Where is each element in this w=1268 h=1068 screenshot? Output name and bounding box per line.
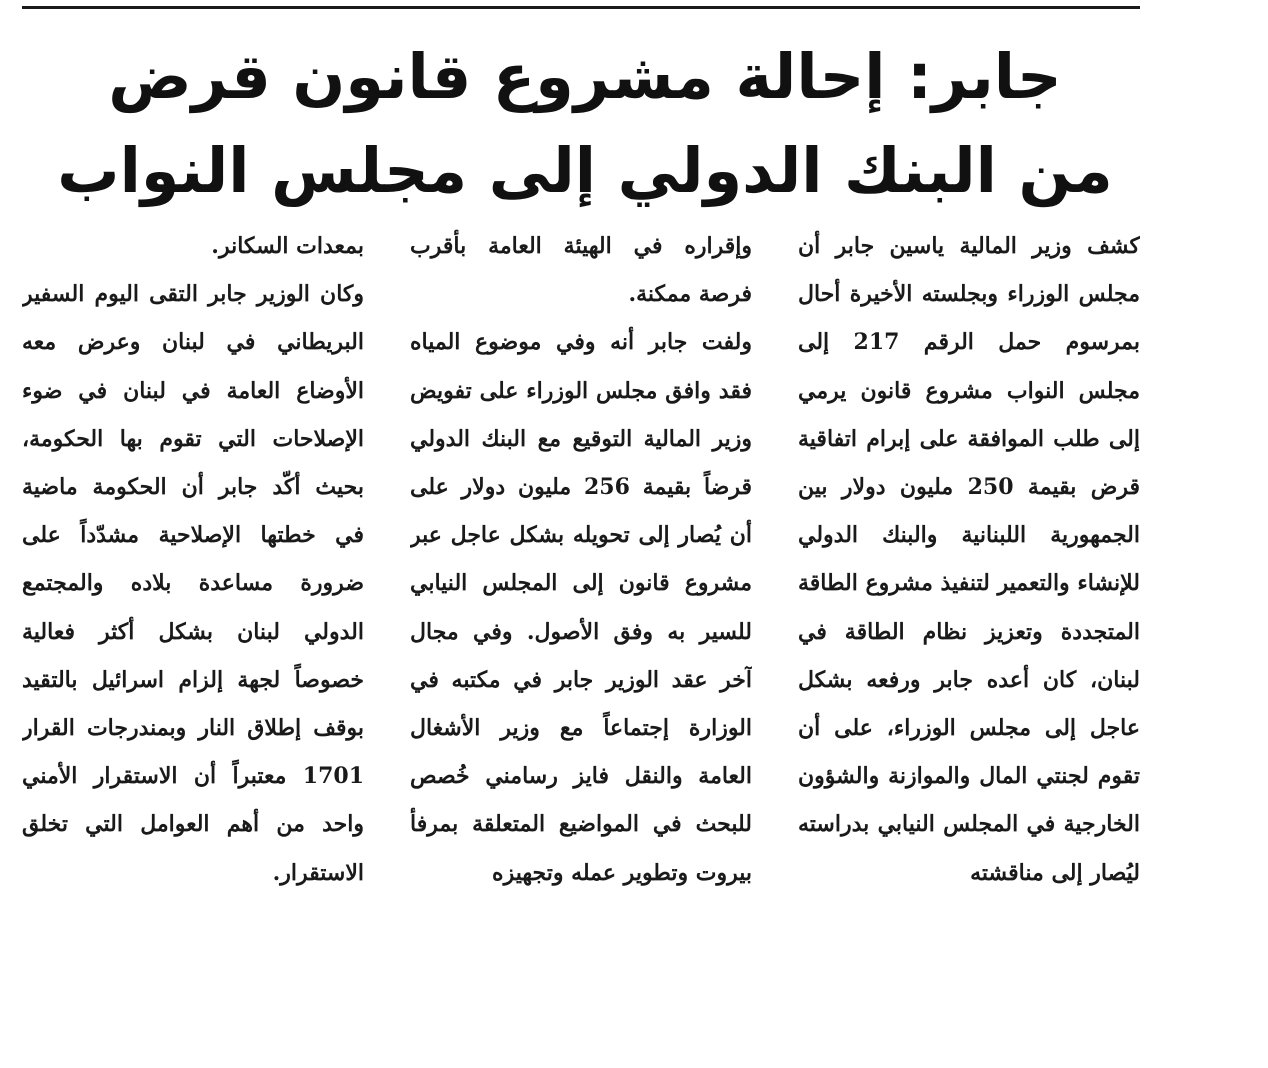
headline-line-2: من البنك الدولي إلى مجلس النواب [57, 134, 1113, 207]
column-right [798, 222, 1140, 962]
paragraph: بمعدات السكانر. [211, 233, 364, 259]
headline [30, 30, 1140, 218]
paragraph: كشف وزير المالية ياسين جابر أن مجلس الوزراء وبجلسته الأخيرة أحال بمرسوم حمل الرقم 217 إلى مجلس النواب مشروع قانون يرمي إلى طلب الموافقة على إبرام اتفاقية قرض بقيمة 250 مليون دولار بين الجمهورية اللبنانية والبنك الدولي للإنشاء والتعمير لتنفيذ مشروع الطاقة المتجددة وتعزيز نظام الطاقة في لبنان، كان أعده جابر ورفعه بشكل عاجل إلى مجلس الوزراء، على أن تقوم لجنتي المال والموازنة والشؤون الخارجية في المجلس النيابي بدراسته ليُصار إلى مناقشته [798, 233, 1140, 886]
paragraph: ولفت جابر أنه وفي موضوع المياه فقد وافق مجلس الوزراء على تفويض وزير المالية التوقيع مع البنك الدولي قرضاً بقيمة 256 مليون دولار على أن يُصار إلى تحويله بشكل عاجل عبر مشروع قانون إلى المجلس النيابي للسير به وفق الأصول. وفي مجال آخر عقد الوزير جابر في مكتبه في الوزارة إجتماعاً مع وزير الأشغال العامة والنقل فايز رسامني خُصص للبحث في المواضيع المتعلقة بمرفأ بيروت وتطوير عمله وتجهيزه [410, 329, 752, 886]
headline-line-1: جابر: إحالة مشروع قانون قرض [108, 40, 1062, 113]
article-body [22, 222, 1140, 962]
column-middle [410, 222, 752, 962]
paragraph: وكان الوزير جابر التقى اليوم السفير البريطاني في لبنان وعرض معه الأوضاع العامة في لبنان في ضوء الإصلاحات التي تقوم بها الحكومة، بحيث أكّد جابر أن الحكومة ماضية في خطتها الإصلاحية مشدّداً على ضرورة مساعدة بلاده والمجتمع الدولي لبنان بشكل أكثر فعالية خصوصاً لجهة إلزام اسرائيل بالتقيد بوقف إطلاق النار وبمندرجات القرار 1701 معتبراً أن الاستقرار الأمني واحد من أهم العوامل التي تخلق الاستقرار. [22, 281, 364, 886]
top-rule [22, 6, 1140, 9]
column-left [22, 222, 364, 962]
paragraph: وإقراره في الهيئة العامة بأقرب فرصة ممكنة. [410, 233, 752, 308]
